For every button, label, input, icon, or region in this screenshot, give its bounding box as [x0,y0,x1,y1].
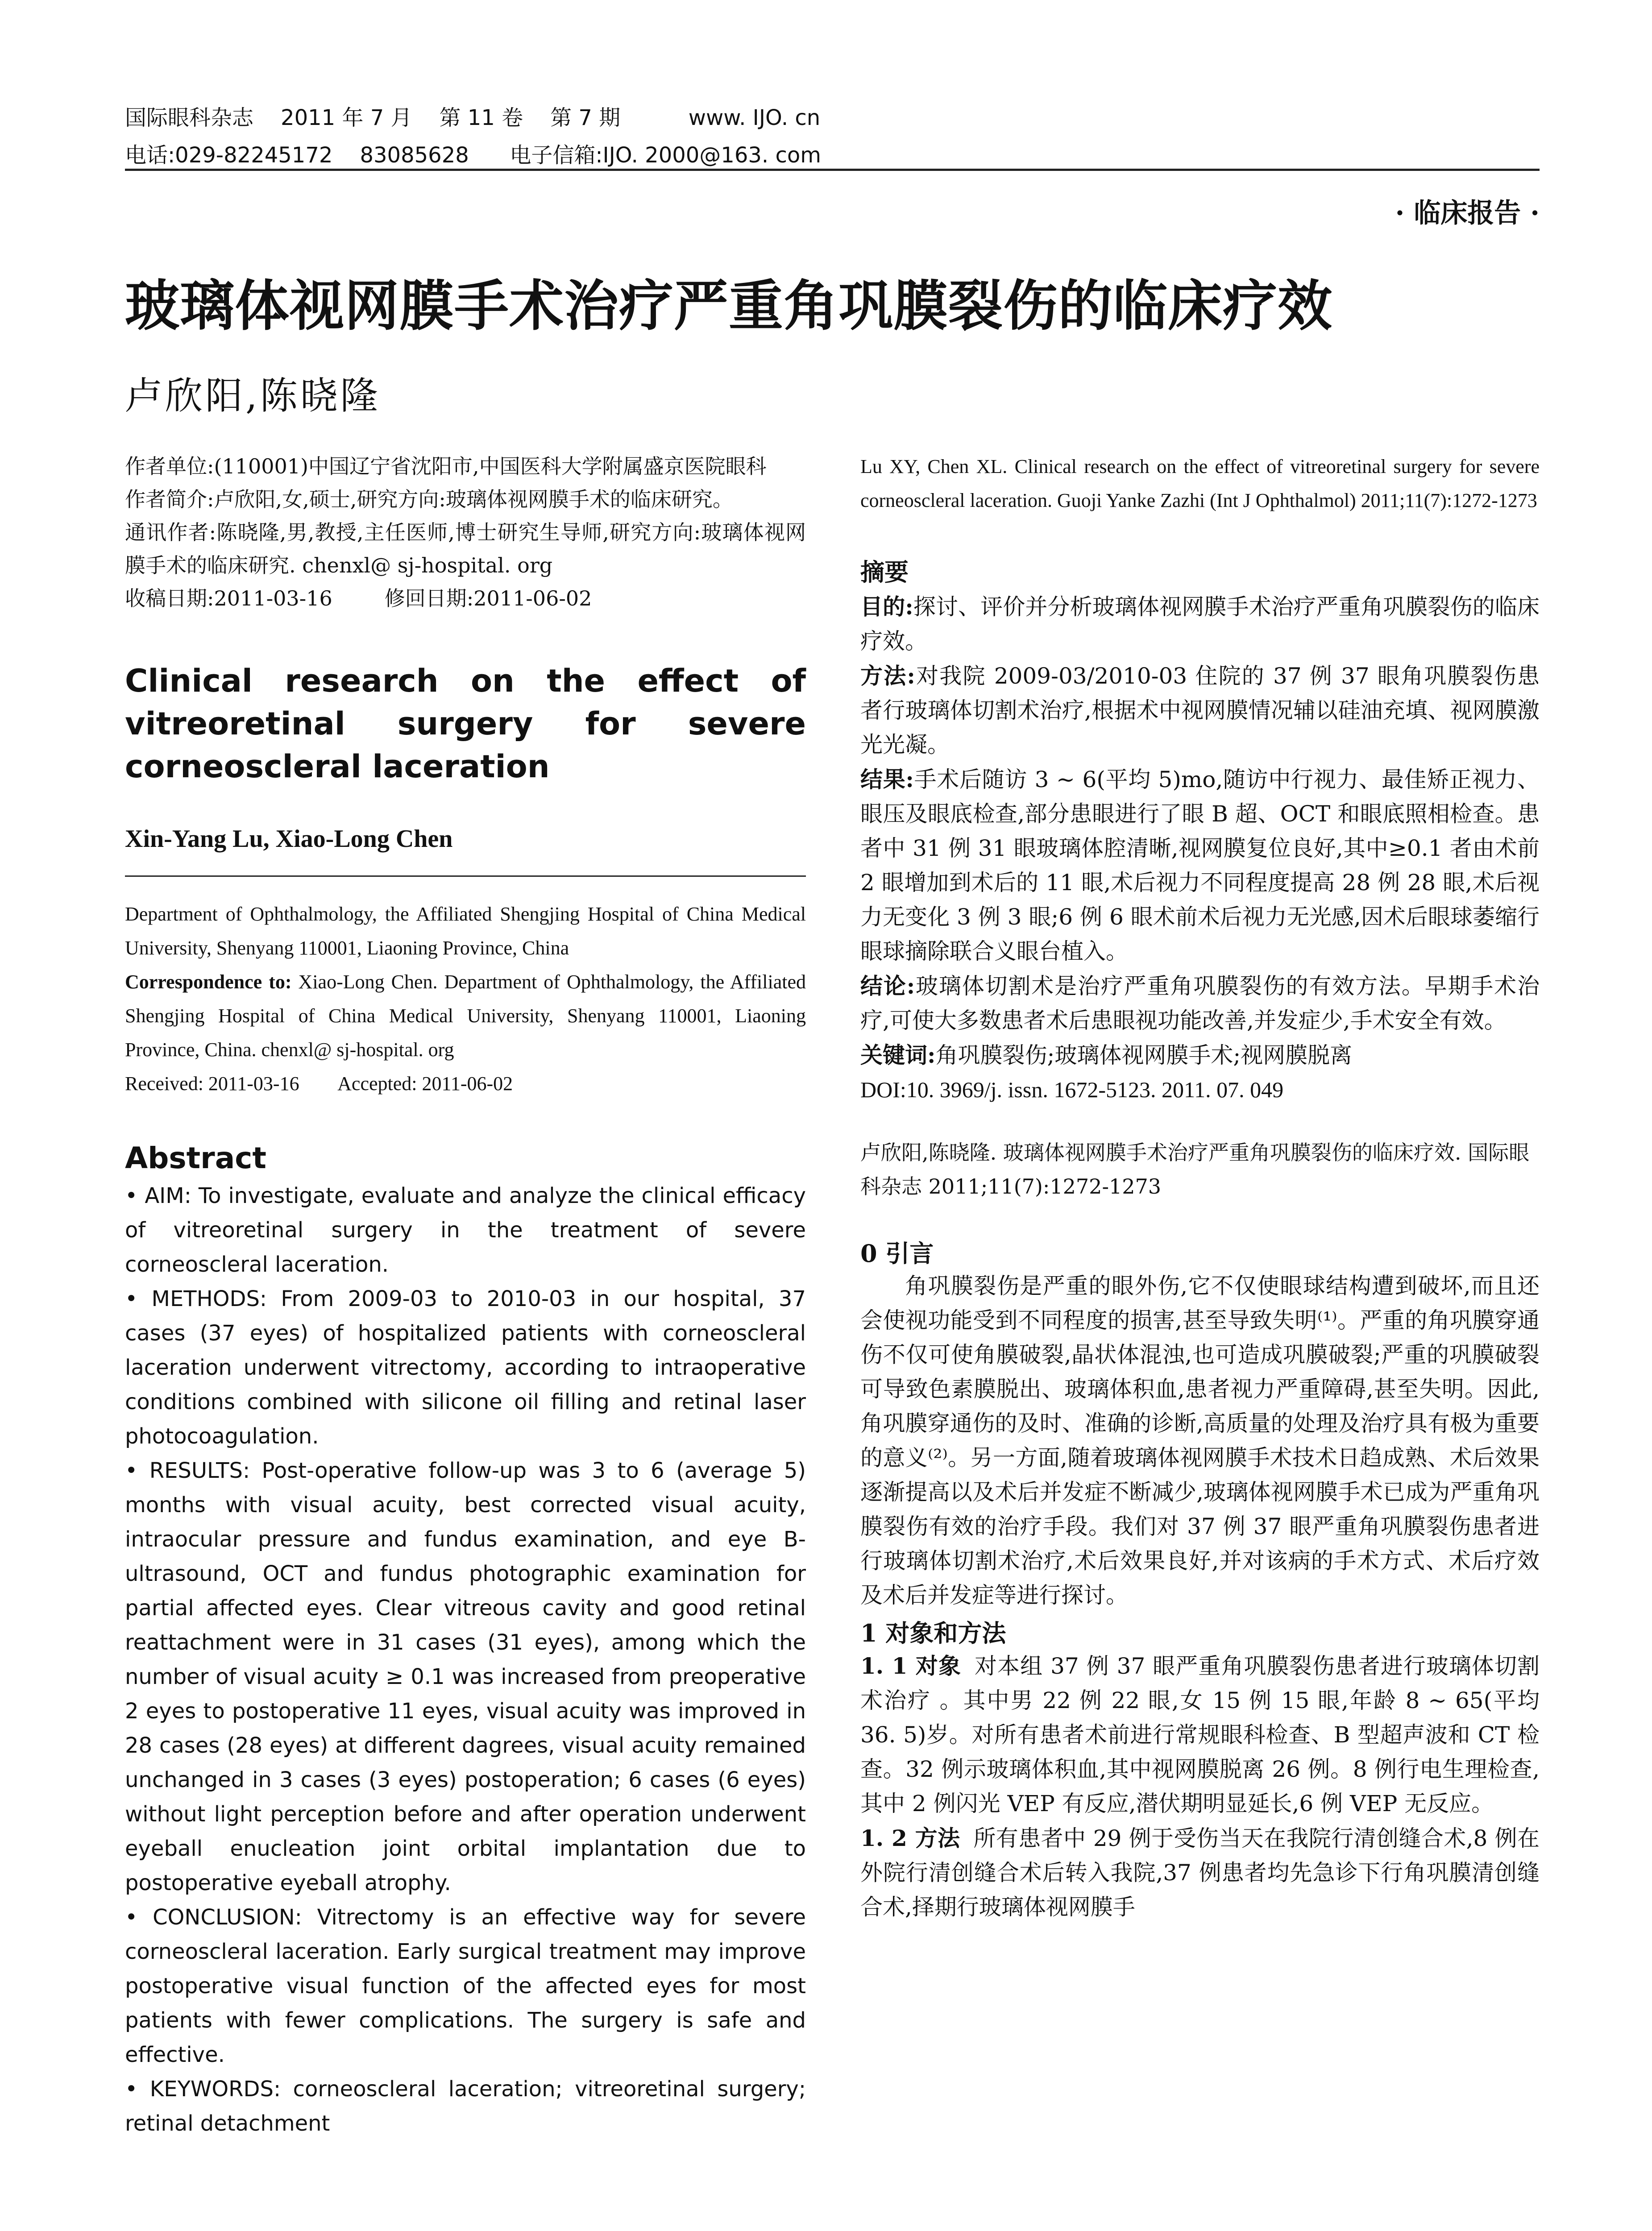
intro-heading: 0 引言 [860,1239,934,1268]
abstract-heading-en: Abstract [125,1141,266,1175]
left-column [125,450,806,2141]
subjects-paragraph [860,1649,1540,1821]
results-text-cn: 手术后随访 3 ~ 6(平均 5)mo,随访中行视力、最佳矫正视力、眼压及眼底检查,部分患眼进行了眼 B 超、OCT 和眼底照相检查。患者中 31 例 31 眼玻璃体腔清晰,视网膜复位良好,其中≥0.1 者由术前 2 眼增加到术后的 11 眼,术后视力不同程度提高 28 例 28 眼,术后视力无变化 3 例 3 眼;6 例 6 眼术前术后视力无光感,因术后眼球萎缩行眼球摘除联合义眼台植入。 [860,767,1540,964]
corresponding-author-cn: 通讯作者:陈晓隆,男,教授,主任医师,博士研究生导师,研究方向:玻璃体视网膜手术的临床研究. chenxl@ sj-hospital. org [125,520,806,577]
section-label: · 临床报告 · [1395,198,1540,229]
department-en: Department of Ophthalmology, the Affiliated Shengjing Hospital of China Medical University, Shenyang 110001, Liaoning Province, China [125,903,806,959]
abstract-conclusion-en: • CONCLUSION: Vitrectomy is an effective way for severe corneoscleral laceration. Early surgical treatment may improve postoperative visual function of the affected eyes for most patients with fewer complications. The surgery is safe and effective. [125,1905,806,2067]
abstract-aim-cn [860,589,1540,659]
subjects-heading: 1. 1 对象 [860,1653,961,1679]
header-divider [125,169,1540,171]
abstract-methods-cn [860,659,1540,762]
abstract-results-cn [860,762,1540,969]
abstract-conclusion-cn [860,969,1540,1038]
method-paragraph [860,1821,1540,1924]
correspondence-en [125,965,806,1067]
author-affiliation-cn: 作者单位:(110001)中国辽宁省沈阳市,中国医科大学附属盛京医院眼科 [125,454,767,478]
subjects-text: 对本组 37 例 37 眼严重角巩膜裂伤患者进行玻璃体切割术治疗 。其中男 22 例 22 眼,女 15 例 15 眼,年龄 8 ~ 65(平均 36. 5)岁。对所有患者术前进行常规眼科检查、B 型超声波和 CT 检查。32 例示玻璃体积血,其中视网膜脱离 26 例。8 例行电生理检查,其中 2 例闪光 VEP 有反应,潜伏期明显延长,6 例 VEP 无反应。 [860,1653,1540,1816]
conclusion-text-cn: 玻璃体切割术是治疗严重角巩膜裂伤的有效方法。早期手术治疗,可使大多数患者术后患眼视功能改善,并发症少,手术安全有效。 [860,973,1540,1033]
article-title-en: Clinical research on the effect of vitreoretinal surgery for severe corneoscleral laceration [125,663,806,785]
affiliation-en [125,897,806,1101]
affiliation-divider [125,875,806,877]
abstract-keywords-en: • KEYWORDS: corneoscleral laceration; vitreoretinal surgery; retinal detachment [125,2077,806,2136]
abstract-keywords-cn [860,1038,1540,1073]
journal-header [125,99,1540,174]
methods-text-cn: 对我院 2009-03/2010-03 住院的 37 例 37 眼角巩膜裂伤患者行玻璃体切割术治疗,根据术中视网膜情况辅以硅油充填、视网膜激光光凝。 [860,663,1540,758]
abstract-heading-cn: 摘要 [860,558,909,586]
journal-header-line-1: 国际眼科杂志 2011 年 7 月 第 11 卷 第 7 期 www. IJO. cn [125,105,821,130]
keywords-label-cn: 关键词: [860,1042,936,1068]
correspondence-text: Xiao-Long Chen. Department of Ophthalmology, the Affiliated Shengjing Hospital of China Medical University, Shenyang 110001, Liaoning Province, China. chenxl@ sj-hospital. org [125,971,806,1061]
method-heading: 1. 2 方法 [860,1825,960,1851]
abstract-aim-en: • AIM: To investigate, evaluate and analyze the clinical efficacy of vitreoretinal surgery in the treatment of severe corneoscleral laceration. [125,1183,806,1277]
doi: DOI:10. 3969/j. issn. 1672-5123. 2011. 07. 049 [860,1077,1284,1102]
received-dates-cn: 收稿日期:2011-03-16 修回日期:2011-06-02 [125,586,592,610]
method-text: 所有患者中 29 例于受伤当天在我院行清创缝合术,8 例在外院行清创缝合术后转入我院,37 例患者均先急诊下行角巩膜清创缝合术,择期行玻璃体视网膜手 [860,1825,1540,1920]
aim-text-cn: 探讨、评价并分析玻璃体视网膜手术治疗严重角巩膜裂伤的临床疗效。 [860,594,1540,654]
citation-cn: 卢欣阳,陈晓隆. 玻璃体视网膜手术治疗严重角巩膜裂伤的临床疗效. 国际眼科杂志 2011;11(7):1272-1273 [860,1140,1530,1198]
authors-cn: 卢欣阳,陈晓隆 [125,374,381,418]
authors-en: Xin-Yang Lu, Xiao-Long Chen [125,825,453,853]
methods-label-cn: 方法: [860,663,915,689]
right-column [860,450,1540,1924]
citation-en: Lu XY, Chen XL. Clinical research on the effect of vitreoretinal surgery for severe corneoscleral laceration. Guoji Yanke Zazhi (Int J Ophthalmol) 2011;11(7):1272-1273 [860,456,1540,511]
journal-header-line-2: 电话:029-82245172 83085628 电子信箱:IJO. 2000@163. com [125,143,821,168]
conclusion-label-cn: 结论: [860,973,915,999]
author-bio-cn: 作者简介:卢欣阳,女,硕士,研究方向:玻璃体视网膜手术的临床研究。 [125,487,733,511]
aim-label-cn: 目的: [860,593,913,620]
results-label-cn: 结果: [860,766,914,792]
correspondence-label: Correspondence to: [125,971,292,993]
intro-paragraph: 角巩膜裂伤是严重的眼外伤,它不仅使眼球结构遭到破坏,而且还会使视功能受到不同程度的损害,甚至导致失明⁽¹⁾。严重的角巩膜穿通伤不仅可使角膜破裂,晶状体混浊,也可造成巩膜破裂;严重的巩膜破裂可导致色素膜脱出、玻璃体积血,患者视力严重障碍,甚至失明。因此,角巩膜穿通伤的及时、准确的诊断,高质量的处理及治疗具有极为重要的意义⁽²⁾。另一方面,随着玻璃体视网膜手术技术日趋成熟、术后效果逐渐提高以及术后并发症不断减少,玻璃体视网膜手术已成为严重角巩膜裂伤有效的治疗手段。我们对 37 例 37 眼严重角巩膜裂伤患者进行玻璃体切割术治疗,术后效果良好,并对该病的手术方式、术后疗效及术后并发症等进行探讨。 [860,1273,1540,1608]
abstract-methods-en: • METHODS: From 2009-03 to 2010-03 in our hospital, 37 cases (37 eyes) of hospitalized patients with corneoscleral laceration underwent vitrectomy, according to intraoperative conditions combined with silicone oil filling and retinal laser photocoagulation. [125,1286,806,1449]
received-accepted-en: Received: 2011-03-16 Accepted: 2011-06-02 [125,1073,513,1095]
keywords-text-cn: 角巩膜裂伤;玻璃体视网膜手术;视网膜脱离 [935,1042,1353,1068]
author-info [125,450,806,615]
abstract-results-en: • RESULTS: Post-operative follow-up was 3 to 6 (average 5) months with visual acuity, best corrected visual acuity, intraocular pressure and fundus examination, and eye B-ultrasound, OCT and fundus photographic examination for partial affected eyes. Clear vitreous cavity and good retinal reattachment were in 31 cases (31 eyes), among which the number of visual acuity ≥ 0.1 was increased from preoperative 2 eyes to postoperative 11 eyes, visual acuity was improved in 28 cases (28 eyes) at different dagrees, visual acuity remained unchanged in 3 cases (3 eyes) postoperation; 6 cases (6 eyes) without light perception before and after operation underwent eyeball enucleation joint orbital implantation due to postoperative eyeball atrophy. [125,1458,806,1895]
methods-heading: 1 对象和方法 [860,1619,1006,1647]
article-title-cn: 玻璃体视网膜手术治疗严重角巩膜裂伤的临床疗效 [125,274,1332,338]
